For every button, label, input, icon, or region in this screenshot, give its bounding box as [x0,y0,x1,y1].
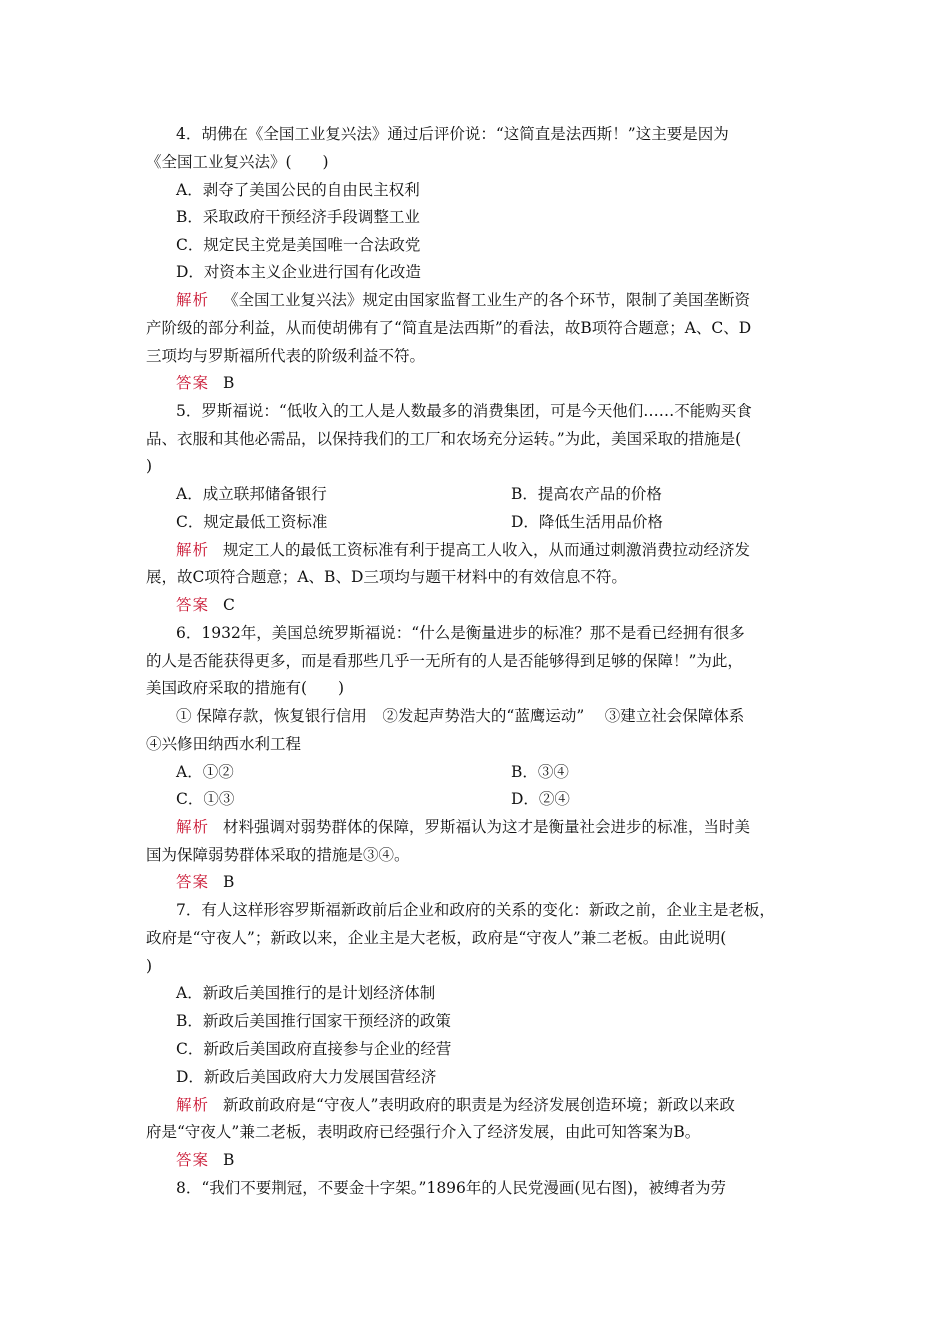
q6-items-line-2: ④兴修田纳西水利工程 [146,735,302,753]
q6-analysis-line-2: 国为保障弱势群体采取的措施是③④。 [146,846,410,864]
q7-answer-value: B [223,1151,235,1169]
q5-answer-value: C [223,596,235,614]
q4-option-a: A．剥夺了美国公民的自由民主权利 [176,181,420,199]
q4-stem-line-1: 4．胡佛在《全国工业复兴法》通过后评价说：“这简直是法西斯！”这主要是因为 [176,125,729,143]
q6-answer [176,872,234,892]
q5-analysis-label: 解析 [176,541,210,559]
q7-analysis-text: 新政前政府是“守夜人”表明政府的职责是为经济发展创造环境；新政以来政 [223,1096,735,1114]
q5-analysis-text: 规定工人的最低工资标准有利于提高工人收入，从而通过刺激消费拉动经济发 [223,541,751,559]
q7-stem-line-1: 7．有人这样形容罗斯福新政前后企业和政府的关系的变化：新政之前，企业主是老板， [176,901,775,919]
q5-option-a: A．成立联邦储备银行 [176,485,327,503]
q6-option-c: C．①③ [176,790,235,808]
q7-stem-line-2: 政府是“守夜人”；新政以来，企业主是大老板，政府是“守夜人”兼二老板。由此说明( [146,929,727,947]
q8-stem-line-1: 8．“我们不要荆冠，不要金十字架。”1896年的人民党漫画(见右图)，被缚者为劳 [176,1179,727,1197]
q4-analysis-line-1 [176,290,750,310]
q6-stem-line-2: 的人是否能获得更多，而是看那些几乎一无所有的人是否能够得到足够的保障！”为此， [146,652,743,670]
q4-analysis-label: 解析 [176,291,210,309]
q7-analysis-line-1 [176,1095,735,1115]
q5-stem-line-3: ) [146,457,153,475]
q5-option-d: D．降低生活用品价格 [511,513,663,531]
q4-answer-value: B [223,374,235,392]
q4-answer-label: 答案 [176,374,210,392]
q4-answer [176,373,234,393]
q6-answer-label: 答案 [176,873,210,891]
q6-stem-line-3: 美国政府采取的措施有( ) [146,679,345,697]
q7-option-d: D．新政后美国政府大力发展国营经济 [176,1068,437,1086]
q7-option-c: C．新政后美国政府直接参与企业的经营 [176,1040,452,1058]
q6-option-d: D．②④ [511,790,570,808]
q6-stem-line-1: 6．1932年，美国总统罗斯福说：“什么是衡量进步的标准？那不是看已经拥有很多 [176,624,745,642]
q6-analysis-text: 材料强调对弱势群体的保障，罗斯福认为这才是衡量社会进步的标准，当时美 [223,818,751,836]
q4-analysis-line-3: 三项均与罗斯福所代表的阶级利益不符。 [146,347,426,365]
q5-answer-label: 答案 [176,596,210,614]
q5-stem-line-2: 品、衣服和其他必需品，以保持我们的工厂和农场充分运转。”为此，美国采取的措施是( [146,430,742,448]
q7-analysis-label: 解析 [176,1096,210,1114]
q6-answer-value: B [223,873,235,891]
q4-option-b: B．采取政府干预经济手段调整工业 [176,208,420,226]
q6-option-b: B．③④ [511,763,569,781]
q5-option-b: B．提高农产品的价格 [511,485,662,503]
q7-option-a: A．新政后美国推行的是计划经济体制 [176,984,436,1002]
q4-option-d: D．对资本主义企业进行国有化改造 [176,263,421,281]
q7-analysis-line-2: 府是“守夜人”兼二老板，表明政府已经强行介入了经济发展，由此可知答案为B。 [146,1123,701,1141]
q4-analysis-line-2: 产阶级的部分利益，从而使胡佛有了“简直是法西斯”的看法，故B项符合题意；A、C、D [146,319,752,337]
q6-option-a: A．①② [176,763,234,781]
q6-analysis-label: 解析 [176,818,210,836]
q7-option-b: B．新政后美国推行国家干预经济的政策 [176,1012,451,1030]
q5-analysis-line-2: 展，故C项符合题意；A、B、D三项均与题干材料中的有效信息不符。 [146,568,627,586]
q7-stem-line-3: ) [146,957,153,975]
q7-answer-label: 答案 [176,1151,210,1169]
q5-answer [176,595,235,615]
q4-stem-line-2: 《全国工业复兴法》( ) [146,153,329,171]
q6-analysis-line-1 [176,817,750,837]
q5-option-c: C．规定最低工资标准 [176,513,328,531]
q4-option-c: C．规定民主党是美国唯一合法政党 [176,236,421,254]
q5-analysis-line-1 [176,540,750,560]
q5-stem-line-1: 5．罗斯福说：“低收入的工人是人数最多的消费集团，可是今天他们……不能购买食 [176,402,752,420]
q7-answer [176,1150,234,1170]
q6-items-line-1: ① 保障存款，恢复银行信用 ②发起声势浩大的“蓝鹰运动” ③建立社会保障体系 [176,707,745,725]
q4-analysis-text: 《全国工业复兴法》规定由国家监督工业生产的各个环节，限制了美国垄断资 [223,291,751,309]
